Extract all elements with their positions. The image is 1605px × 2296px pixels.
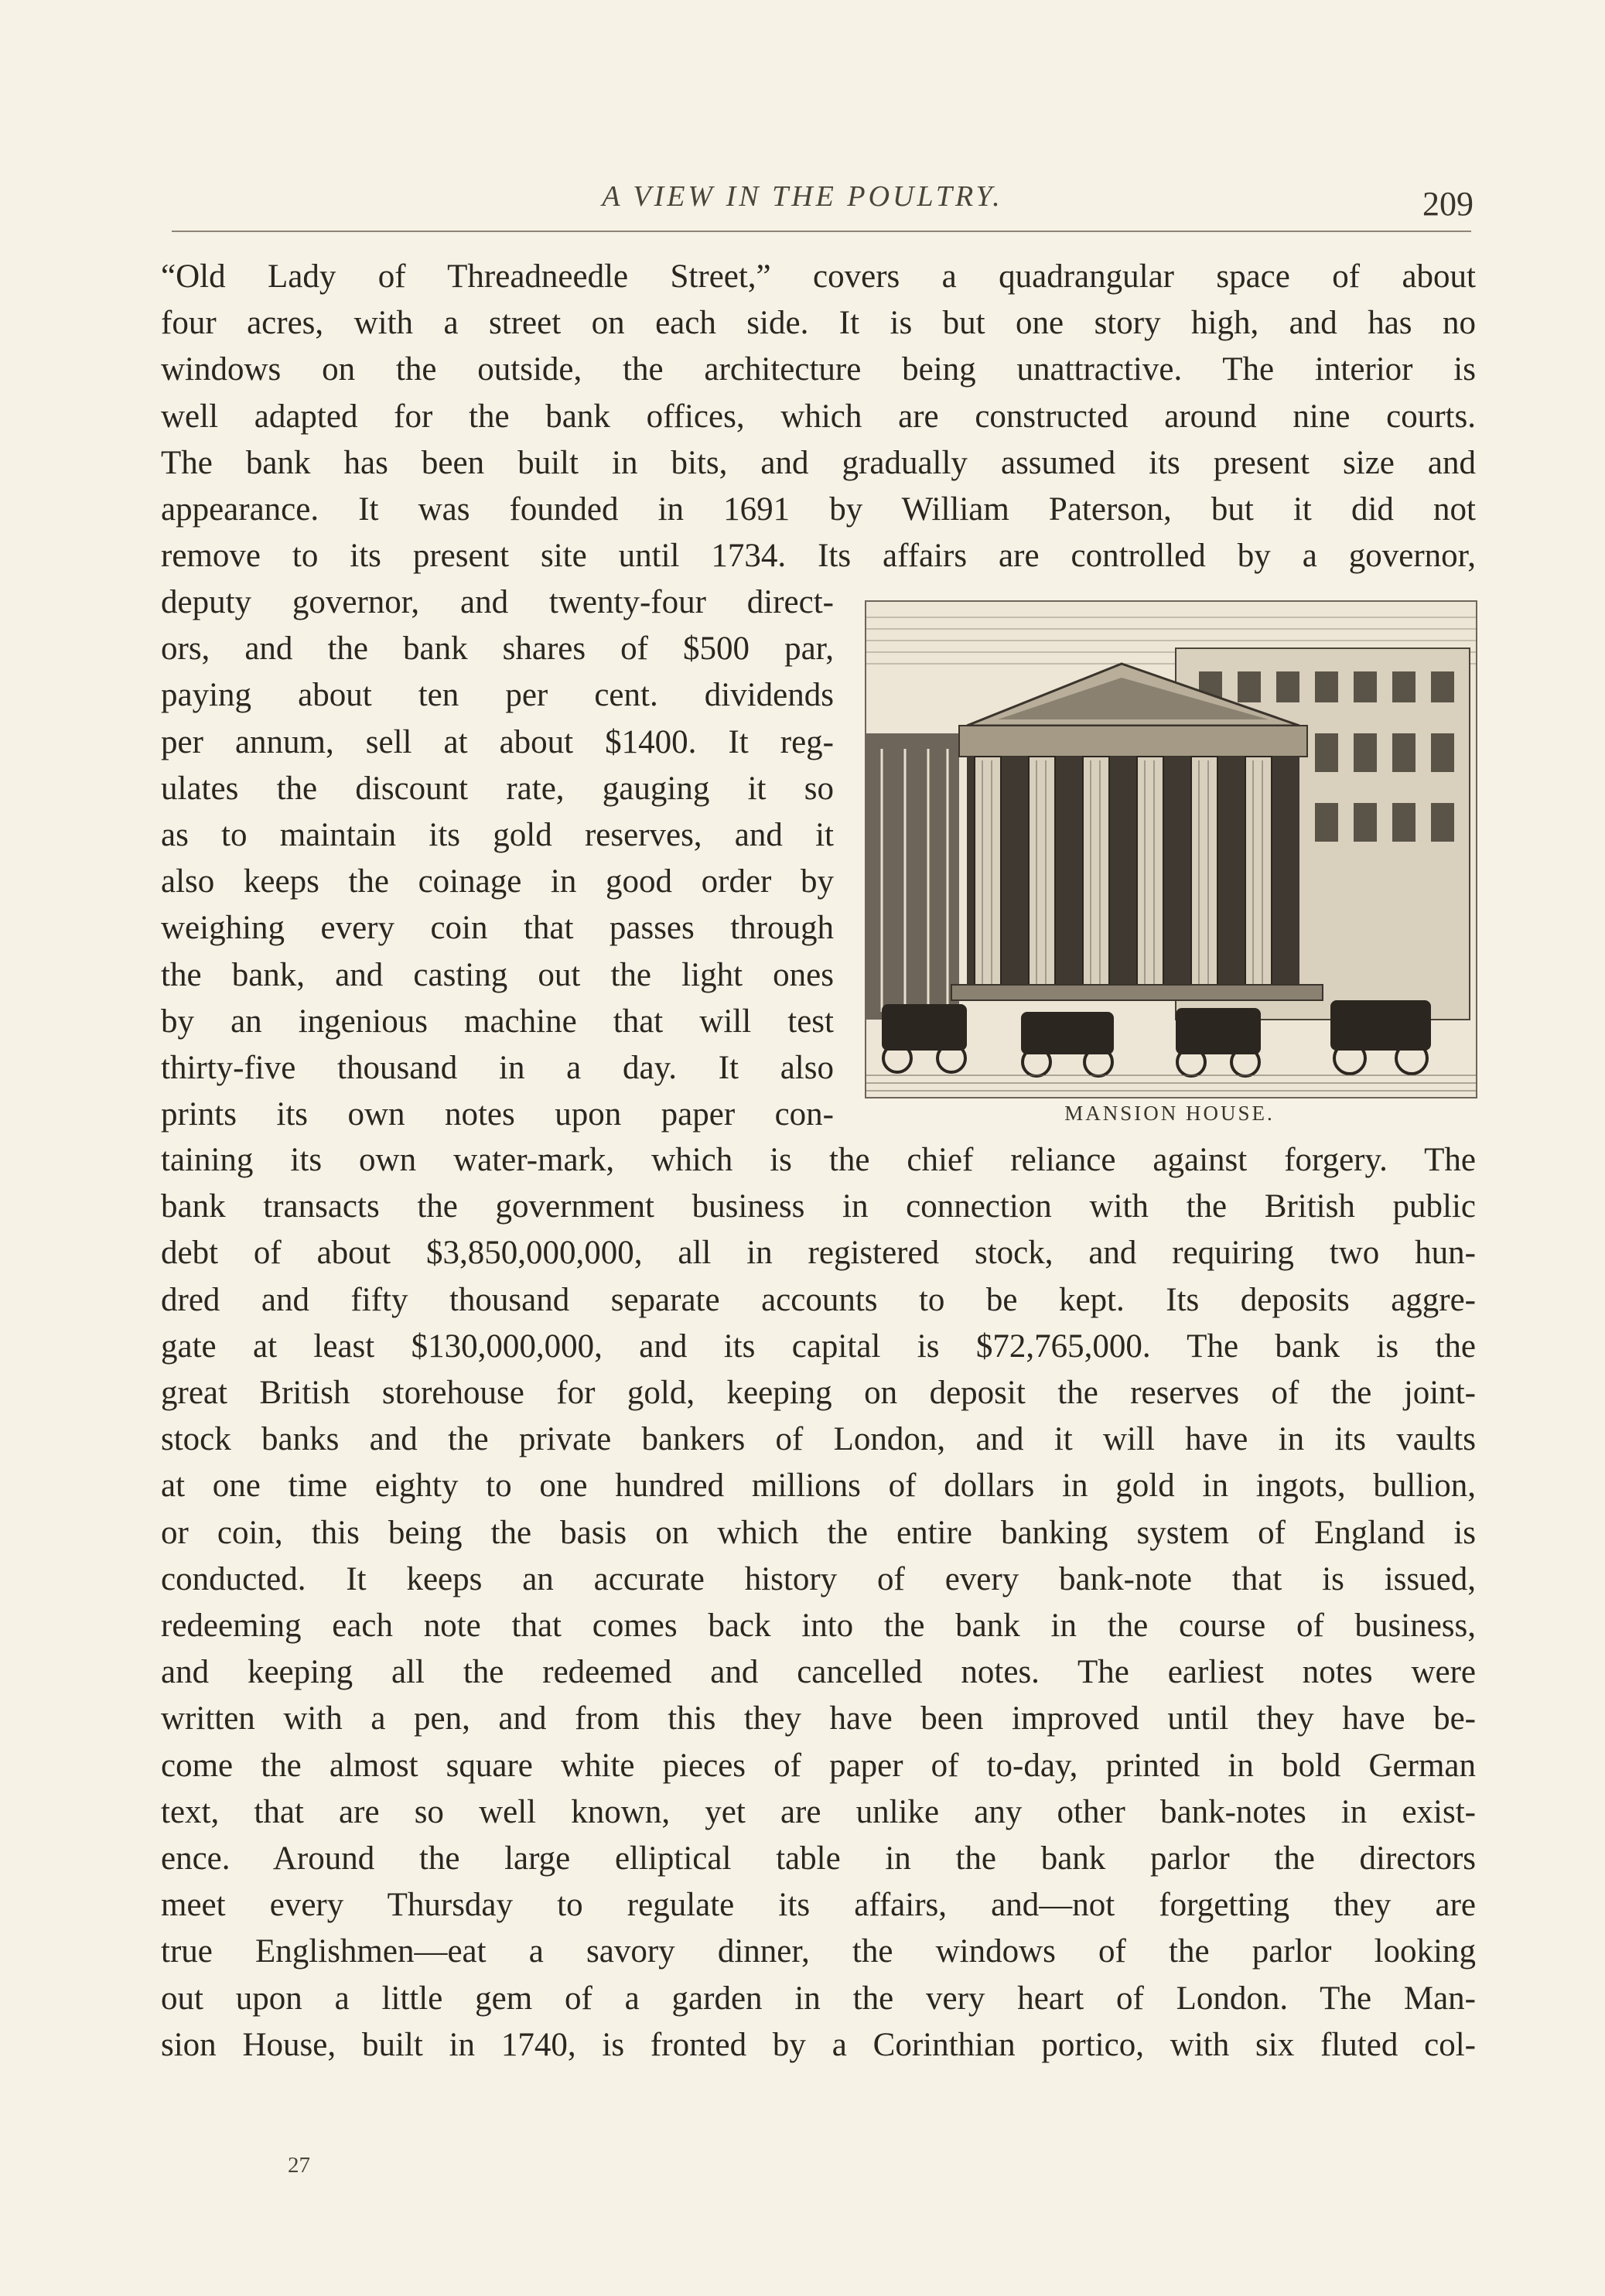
text-line: well adapted for the bank offices, which are constructed around nine courts. <box>161 398 1476 435</box>
text-line: meet every Thursday to regulate its affairs, and—not forgetting they are <box>161 1887 1476 1924</box>
text-line: debt of about $3,850,000,000, all in registered stock, and requiring two hun- <box>161 1235 1476 1272</box>
figure-caption: MANSION HOUSE. <box>1064 1102 1275 1125</box>
figure-mansion-house <box>865 600 1477 1098</box>
text-line: true Englishmen—eat a savory dinner, the windows of the parlor looking <box>161 1933 1476 1970</box>
header-rule <box>172 231 1471 232</box>
text-line: also keeps the coinage in good order by <box>161 863 834 900</box>
text-line: remove to its present site until 1734. Its affairs are controlled by a governor, <box>161 538 1476 575</box>
text-line: gate at least $130,000,000, and its capital is $72,765,000. The bank is the <box>161 1327 1476 1365</box>
text-line: the bank, and casting out the light ones <box>161 956 834 993</box>
text-line: at one time eighty to one hundred millions of dollars in gold in ingots, bullion, <box>161 1467 1476 1505</box>
text-line: weighing every coin that passes through <box>161 910 834 947</box>
text-line: appearance. It was founded in 1691 by William Paterson, but it did not <box>161 491 1476 528</box>
text-line: paying about ten per cent. dividends <box>161 677 834 714</box>
body-text-beside-figure <box>161 579 834 1138</box>
body-text-top <box>161 254 1476 579</box>
text-line: or coin, this being the basis on which the entire banking system of England is <box>161 1514 1476 1551</box>
text-line: taining its own water-mark, which is the chief reliance against forgery. The <box>161 1142 1476 1178</box>
body-text-bottom <box>161 1137 1476 2069</box>
text-line: great British storehouse for gold, keeping on deposit the reserves of the joint- <box>161 1375 1476 1412</box>
signature-mark: 27 <box>288 2153 310 2178</box>
running-header-title: A VIEW IN THE POULTRY. <box>602 180 1003 213</box>
text-line: The bank has been built in bits, and gradually assumed its present size and <box>161 444 1476 481</box>
text-line: out upon a little gem of a garden in the very heart of London. The Man- <box>161 1980 1476 2017</box>
text-line: sion House, built in 1740, is fronted by a Corinthian portico, with six fluted col- <box>161 2026 1476 2063</box>
text-line: conducted. It keeps an accurate history of every bank-note that is issued, <box>161 1560 1476 1597</box>
text-line: ulates the discount rate, gauging it so <box>161 770 834 807</box>
text-line: and keeping all the redeemed and cancelled notes. The earliest notes were <box>161 1654 1476 1691</box>
text-line: windows on the outside, the architecture being unattractive. The interior is <box>161 351 1476 388</box>
text-line: as to maintain its gold reserves, and it <box>161 817 834 854</box>
text-line: thirty-five thousand in a day. It also <box>161 1050 834 1087</box>
text-line: bank transacts the government business in connection with the British public <box>161 1188 1476 1225</box>
text-line: dred and fifty thousand separate accounts to be kept. Its deposits aggre- <box>161 1281 1476 1318</box>
text-line: “Old Lady of Threadneedle Street,” covers a quadrangular space of about <box>161 258 1476 295</box>
text-line: stock banks and the private bankers of London, and it will have in its vaults <box>161 1421 1476 1458</box>
text-line: prints its own notes upon paper con- <box>161 1096 834 1133</box>
text-line: by an ingenious machine that will test <box>161 1003 834 1040</box>
text-line: come the almost square white pieces of paper of to-day, printed in bold German <box>161 1747 1476 1784</box>
text-line: per annum, sell at about $1400. It reg- <box>161 723 834 760</box>
text-line: written with a pen, and from this they have been improved until they have be- <box>161 1700 1476 1737</box>
text-line: text, that are so well known, yet are unlike any other bank-notes in exist- <box>161 1793 1476 1830</box>
text-line: ors, and the bank shares of $500 par, <box>161 630 834 668</box>
text-line: deputy governor, and twenty-four direct- <box>161 584 834 620</box>
page-number: 209 <box>1422 185 1474 223</box>
text-line: redeeming each note that comes back into the bank in the course of business, <box>161 1608 1476 1645</box>
engraving-illustration <box>866 602 1476 1097</box>
text-line: ence. Around the large elliptical table in the bank parlor the directors <box>161 1840 1476 1877</box>
text-line: four acres, with a street on each side. It is but one story high, and has no <box>161 305 1476 342</box>
